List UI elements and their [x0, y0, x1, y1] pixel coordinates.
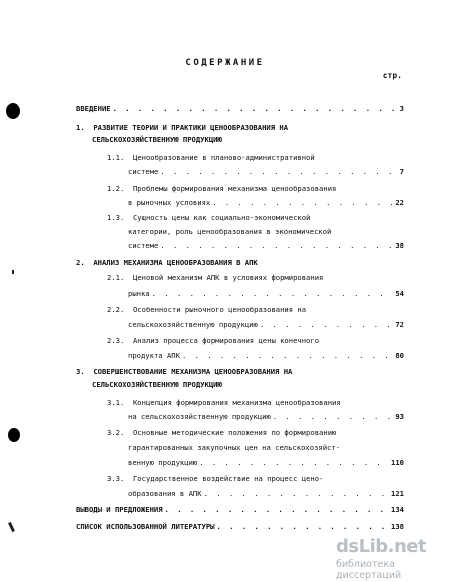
toc-section-3-1-line-2	[128, 412, 404, 421]
toc-section-3-3-line-2	[128, 489, 404, 498]
section-title-line-1: Ценовой механизм АПК в условиях формирования	[132, 273, 324, 282]
section-title-line-2: образования в АПК	[128, 489, 202, 498]
watermark	[336, 536, 444, 581]
leader-dots	[216, 522, 389, 531]
section-number: 1.1.	[107, 153, 125, 162]
section-title-line-2: сельскохозяйственную продукцию	[128, 320, 258, 329]
section-number: 3.3.	[107, 474, 125, 483]
toc-section-1-2	[107, 184, 336, 193]
toc-page-number: 134	[391, 505, 404, 514]
section-number: 3.2.	[107, 428, 125, 437]
toc-section-2-3-line-2	[128, 351, 404, 360]
toc-page-number: 38	[395, 241, 404, 250]
section-number: 2.3.	[107, 336, 125, 345]
toc-section-3-2	[107, 428, 336, 437]
chapter-number: 3.	[76, 367, 85, 376]
toc-page-number: 138	[391, 522, 404, 531]
page-column-label: стр.	[382, 71, 402, 80]
leader-dots	[160, 241, 393, 250]
toc-entry-label: ВВЕДЕНИЕ	[76, 104, 111, 113]
leader-dots	[113, 104, 398, 113]
toc-page-number: 80	[395, 351, 404, 360]
page-title: СОДЕРЖАНИЕ	[185, 58, 265, 68]
section-title-line-2: системе	[128, 167, 159, 176]
leader-dots	[273, 412, 394, 421]
toc-section-1-1	[107, 153, 315, 162]
toc-entry-references	[76, 522, 404, 531]
section-title-line-1: Анализ процесса формирования цены конечного	[132, 336, 320, 345]
section-title-line-1: Сущность цены как социально-экономической	[132, 213, 311, 222]
toc-section-1-3	[107, 213, 310, 222]
section-title-line-1: Основные методические положения по формированию	[132, 428, 337, 437]
section-title-line-2: в рыночных условиях	[128, 198, 211, 207]
toc-section-1-1-line-2	[128, 167, 404, 176]
section-number: 2.2.	[107, 305, 125, 314]
toc-chapter-1-heading	[76, 123, 288, 132]
section-title-line-1: Особенности рыночного ценообразования на	[132, 305, 307, 314]
toc-section-3-1	[107, 398, 341, 407]
section-number: 1.2.	[107, 184, 125, 193]
toc-entry-label: ВЫВОДЫ И ПРЕДЛОЖЕНИЯ	[76, 505, 163, 514]
toc-chapter-1-heading-line-2: СЕЛЬСКОХОЗЯЙСТВЕННУЮ ПРОДУКЦИЮ	[92, 135, 222, 144]
section-title-line-1: Проблемы формирования механизма ценообразования	[132, 184, 337, 193]
toc-entry-conclusions	[76, 505, 404, 514]
chapter-number: 1.	[76, 123, 85, 132]
chapter-title-line-1: АНАЛИЗ МЕХАНИЗМА ЦЕНООБРАЗОВАНИЯ В АПК	[93, 258, 258, 267]
toc-page-number: 121	[391, 489, 404, 498]
chapter-title-line-1: СОВЕРШЕНСТВОВАНИЕ МЕХАНИЗМА ЦЕНООБРАЗОВАНИЯ НА	[93, 367, 293, 376]
chapter-title-line-1: РАЗВИТИЕ ТЕОРИИ И ПРАКТИКИ ЦЕНООБРАЗОВАНИЯ НА	[93, 123, 289, 132]
toc-section-2-1-line-2	[128, 289, 404, 298]
toc-section-2-3	[107, 336, 319, 345]
toc-page-number: 110	[391, 458, 404, 467]
section-title-line-1: Государственное воздействие на процесс цено-	[132, 474, 324, 483]
leader-dots	[160, 167, 397, 176]
section-title-line-2: рынка	[128, 289, 150, 298]
toc-section-1-3-line-2: категории, роль ценообразования в экономической	[128, 227, 332, 236]
leader-dots	[204, 489, 389, 498]
toc-section-2-2	[107, 305, 306, 314]
chapter-number: 2.	[76, 258, 85, 267]
section-title-line-3: системе	[128, 241, 159, 250]
toc-page-number: 7	[399, 167, 404, 176]
toc-section-3-3	[107, 474, 323, 483]
toc-section-2-1	[107, 273, 323, 282]
section-title-line-3: венную продукцию	[128, 458, 198, 467]
toc-chapter-3-heading	[76, 367, 292, 376]
leader-dots	[152, 289, 394, 298]
toc-chapter-3-heading-line-2: СЕЛЬСКОХОЗЯЙСТВЕННУЮ ПРОДУКЦИЮ	[92, 380, 222, 389]
toc-section-3-2-line-3	[128, 458, 404, 467]
leader-dots	[165, 505, 389, 514]
toc-page-number: 54	[395, 289, 404, 298]
toc-section-2-2-line-2	[128, 320, 404, 329]
section-number: 1.3.	[107, 213, 125, 222]
leader-dots	[260, 320, 394, 329]
section-number: 2.1.	[107, 273, 125, 282]
toc-entry-label: СПИСОК ИСПОЛЬЗОВАННОЙ ЛИТЕРАТУРЫ	[76, 522, 215, 531]
toc-page-number: 3	[399, 104, 404, 113]
toc-section-3-2-line-2: гарантированных закупочных цен на сельскохозяйст-	[128, 443, 341, 452]
leader-dots	[199, 458, 389, 467]
section-title-line-2: продукта АПК	[128, 351, 180, 360]
leader-dots	[182, 351, 393, 360]
toc-section-1-2-line-2	[128, 198, 404, 207]
section-number: 3.1.	[107, 398, 125, 407]
toc-section-1-3-line-3	[128, 241, 404, 250]
toc-page-number: 93	[395, 412, 404, 421]
section-title-line-1: Ценообразование в планово-административной	[132, 153, 315, 162]
section-title-line-2: на сельскохозяйственную продукцию	[128, 412, 271, 421]
toc-entry-intro	[76, 104, 404, 113]
watermark-logo: dsLib.net	[336, 536, 427, 557]
leader-dots	[212, 198, 393, 207]
toc-page-number: 72	[395, 320, 404, 329]
toc-page-number: 22	[395, 198, 404, 207]
section-title-line-1: Концепция формирования механизма ценообразования	[132, 398, 341, 407]
watermark-tagline: библиотека диссертаций	[336, 559, 402, 581]
toc-chapter-2-heading	[76, 258, 258, 267]
